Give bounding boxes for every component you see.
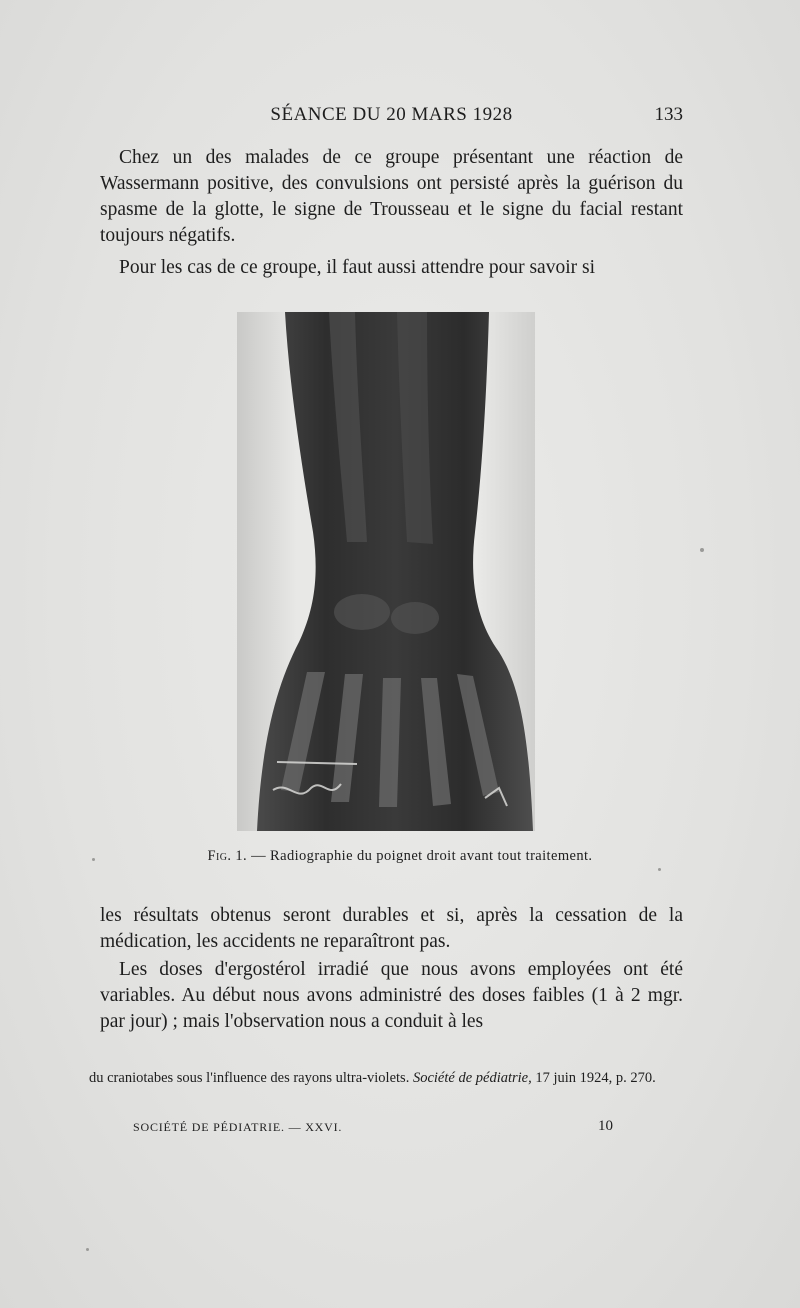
signature-number: 10 [598,1118,613,1134]
footnote [89,1068,683,1088]
paper-speck [700,548,704,552]
figure-caption-text: — Radiographie du poignet droit avant tout traitement. [251,848,593,864]
paragraph-2: Pour les cas de ce groupe, il faut aussi attendre pour savoir si [119,257,595,278]
footnote-journal: Société de pédiatrie, [412,1070,532,1086]
paragraph-4: Les doses d'ergostérol irradié que nous avons employées ont été variables. Au début nous avons administré des doses faibles (1 à 2 mgr. par jour) ; mais l'observation nous a conduit à les [100,959,683,1032]
footnote-text-end: 17 juin 1924, p. 270. [535,1070,656,1086]
figure-caption [0,848,800,865]
running-title: SÉANCE DU 20 MARS 1928 [270,104,513,125]
page-number: 133 [654,104,683,125]
paper-speck [658,868,661,871]
signature-line: SOCIÉTÉ DE PÉDIATRIE. — XXVI. [133,1120,343,1134]
footnote-text-start: du craniotabes sous l'influence des rayons ultra-violets. [89,1070,410,1086]
paragraph-3: les résultats obtenus seront durables et si, après la cessation de la médication, les accidents ne reparaîtront pas. [100,905,683,952]
radiograph-image [237,312,535,831]
paper-speck [92,858,95,861]
paragraph-1: Chez un des malades de ce groupe présentant une réaction de Wassermann positive, des convulsions ont persisté après la guérison du spasme de la glotte, le signe de Trousseau et le signe du facial restant toujours négatifs. [100,147,683,246]
figure-label: Fig. 1. [207,848,248,864]
wrist-radiograph [237,312,535,831]
paper-speck [86,1248,89,1251]
running-head [100,104,683,134]
